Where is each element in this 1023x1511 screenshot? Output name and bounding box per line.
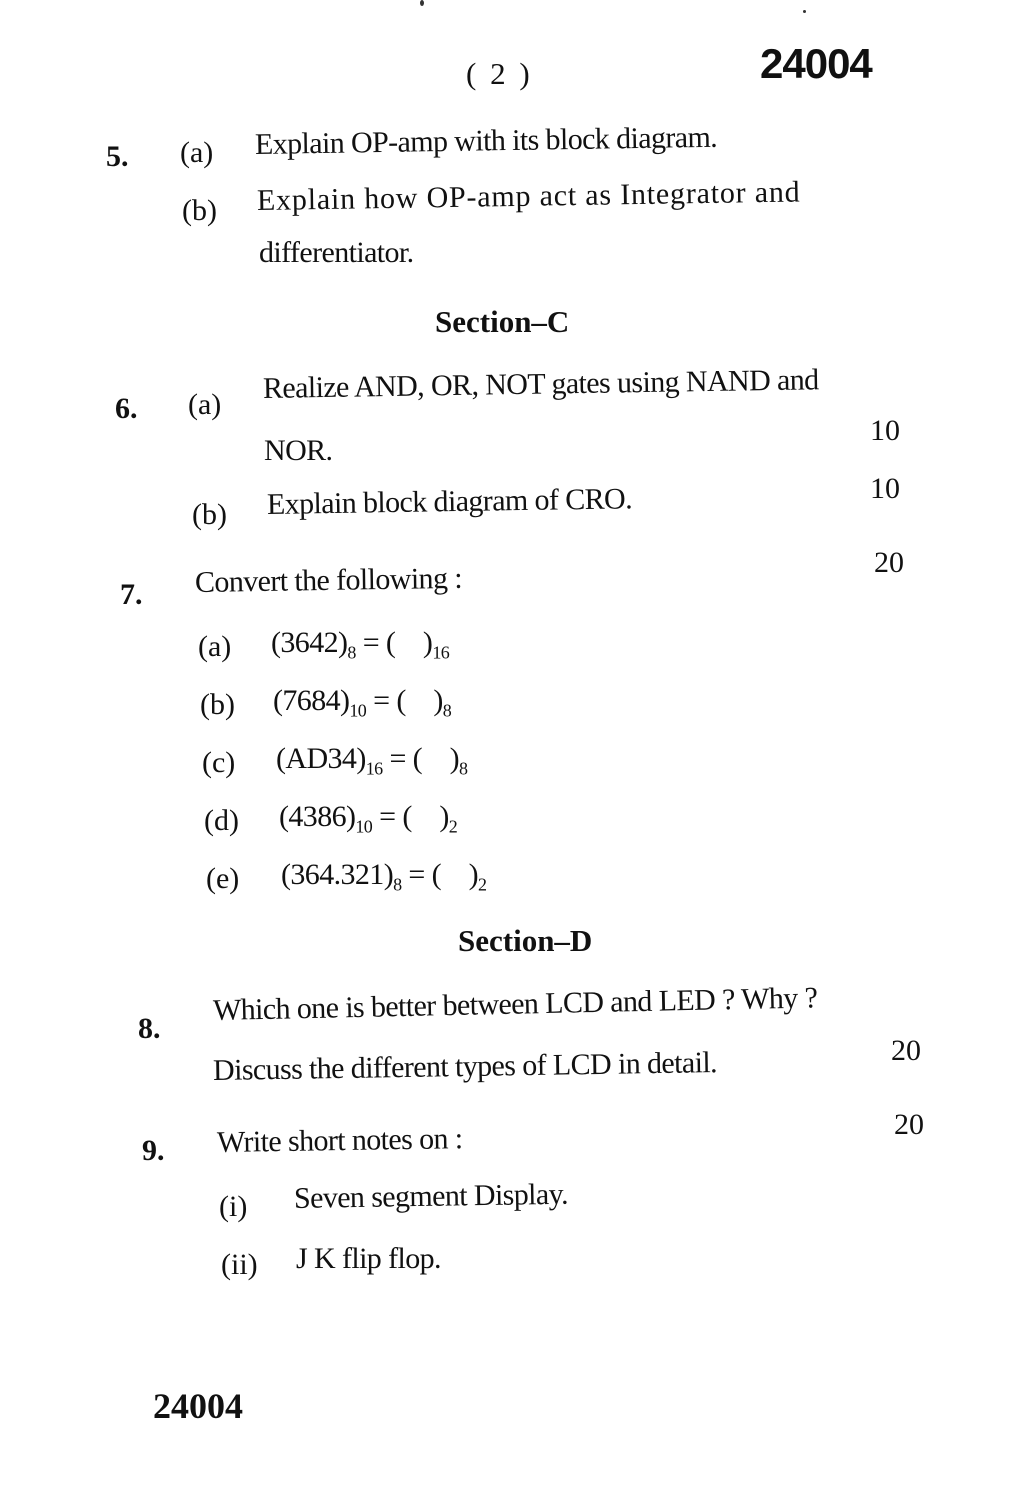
- close-paren: ): [449, 742, 460, 775]
- close-paren: ): [433, 684, 443, 717]
- question-number: 7.: [120, 578, 143, 611]
- conversion-expression: [276, 742, 468, 779]
- conversion-expression: [279, 800, 458, 837]
- conversion-expression: [271, 626, 450, 663]
- question-text-continued: Discuss the different types of LCD in detail.: [212, 1046, 718, 1087]
- part-label: (a): [180, 136, 214, 169]
- marks: 10: [870, 414, 900, 447]
- marks: 20: [894, 1108, 924, 1141]
- close-paren: ): [439, 800, 449, 833]
- from-base: 8: [347, 642, 356, 663]
- part-label: (e): [206, 862, 240, 895]
- question-text: Realize AND, OR, NOT gates using NAND and: [262, 363, 819, 405]
- question-number: 6.: [115, 392, 138, 425]
- question-text: Explain OP-amp with its block diagram.: [254, 120, 718, 161]
- to-base: 8: [459, 758, 468, 779]
- part-label: (a): [188, 388, 222, 421]
- part-label: (b): [192, 498, 227, 531]
- marks: 20: [874, 546, 904, 579]
- conversion-expression: [273, 684, 452, 721]
- question-text: Which one is better between LCD and LED ? Why ?: [212, 981, 818, 1027]
- close-paren: ): [468, 858, 479, 891]
- number-value: (7684): [273, 684, 350, 717]
- to-base: 2: [448, 816, 458, 837]
- section-heading-d: Section–D: [458, 923, 593, 958]
- question-number: 8.: [138, 1012, 161, 1045]
- question-number: 9.: [142, 1134, 165, 1167]
- part-label: (b): [200, 688, 235, 721]
- paper-code-header: 24004: [760, 40, 872, 87]
- question-text: Explain block diagram of CRO.: [266, 482, 633, 521]
- part-label: (ii): [221, 1248, 258, 1281]
- section-heading-c: Section–C: [435, 304, 570, 339]
- scan-speck: [420, 0, 424, 6]
- number-value: (3642): [271, 626, 348, 659]
- equals-open: = (: [408, 858, 442, 891]
- question-text: Convert the following :: [194, 561, 463, 599]
- question-text-continued: differentiator.: [259, 236, 414, 269]
- to-base: 16: [432, 642, 450, 663]
- part-label: (a): [198, 630, 232, 663]
- from-base: 16: [365, 758, 383, 779]
- equals-open: = (: [362, 626, 396, 659]
- scan-speck: [803, 10, 806, 13]
- part-label: (b): [182, 194, 217, 227]
- marks: 20: [891, 1034, 921, 1067]
- question-text-continued: NOR.: [264, 434, 333, 467]
- question-text: Seven segment Display.: [293, 1177, 569, 1215]
- from-base: 8: [393, 874, 402, 895]
- number-value: (364.321): [281, 858, 394, 891]
- conversion-expression: [281, 858, 487, 895]
- question-text: J K flip flop.: [296, 1242, 441, 1275]
- number-value: (4386): [279, 800, 356, 833]
- marks: 10: [870, 472, 900, 505]
- question-text: Explain how OP-amp act as Integrator and: [256, 175, 801, 217]
- from-base: 10: [349, 700, 367, 721]
- to-base: 8: [442, 700, 452, 721]
- part-label: (i): [219, 1190, 248, 1223]
- question-text: Write short notes on :: [216, 1122, 463, 1159]
- equals-open: = (: [373, 684, 406, 717]
- from-base: 10: [355, 816, 373, 837]
- page-number: ( 2 ): [466, 56, 533, 91]
- equals-open: = (: [389, 742, 423, 775]
- close-paren: ): [422, 626, 433, 659]
- part-label: (c): [202, 746, 236, 779]
- equals-open: = (: [379, 800, 412, 833]
- question-number: 5.: [106, 140, 129, 173]
- part-label: (d): [204, 804, 239, 837]
- to-base: 2: [478, 874, 487, 895]
- number-value: (AD34): [276, 742, 366, 775]
- paper-code-footer: 24004: [153, 1386, 243, 1426]
